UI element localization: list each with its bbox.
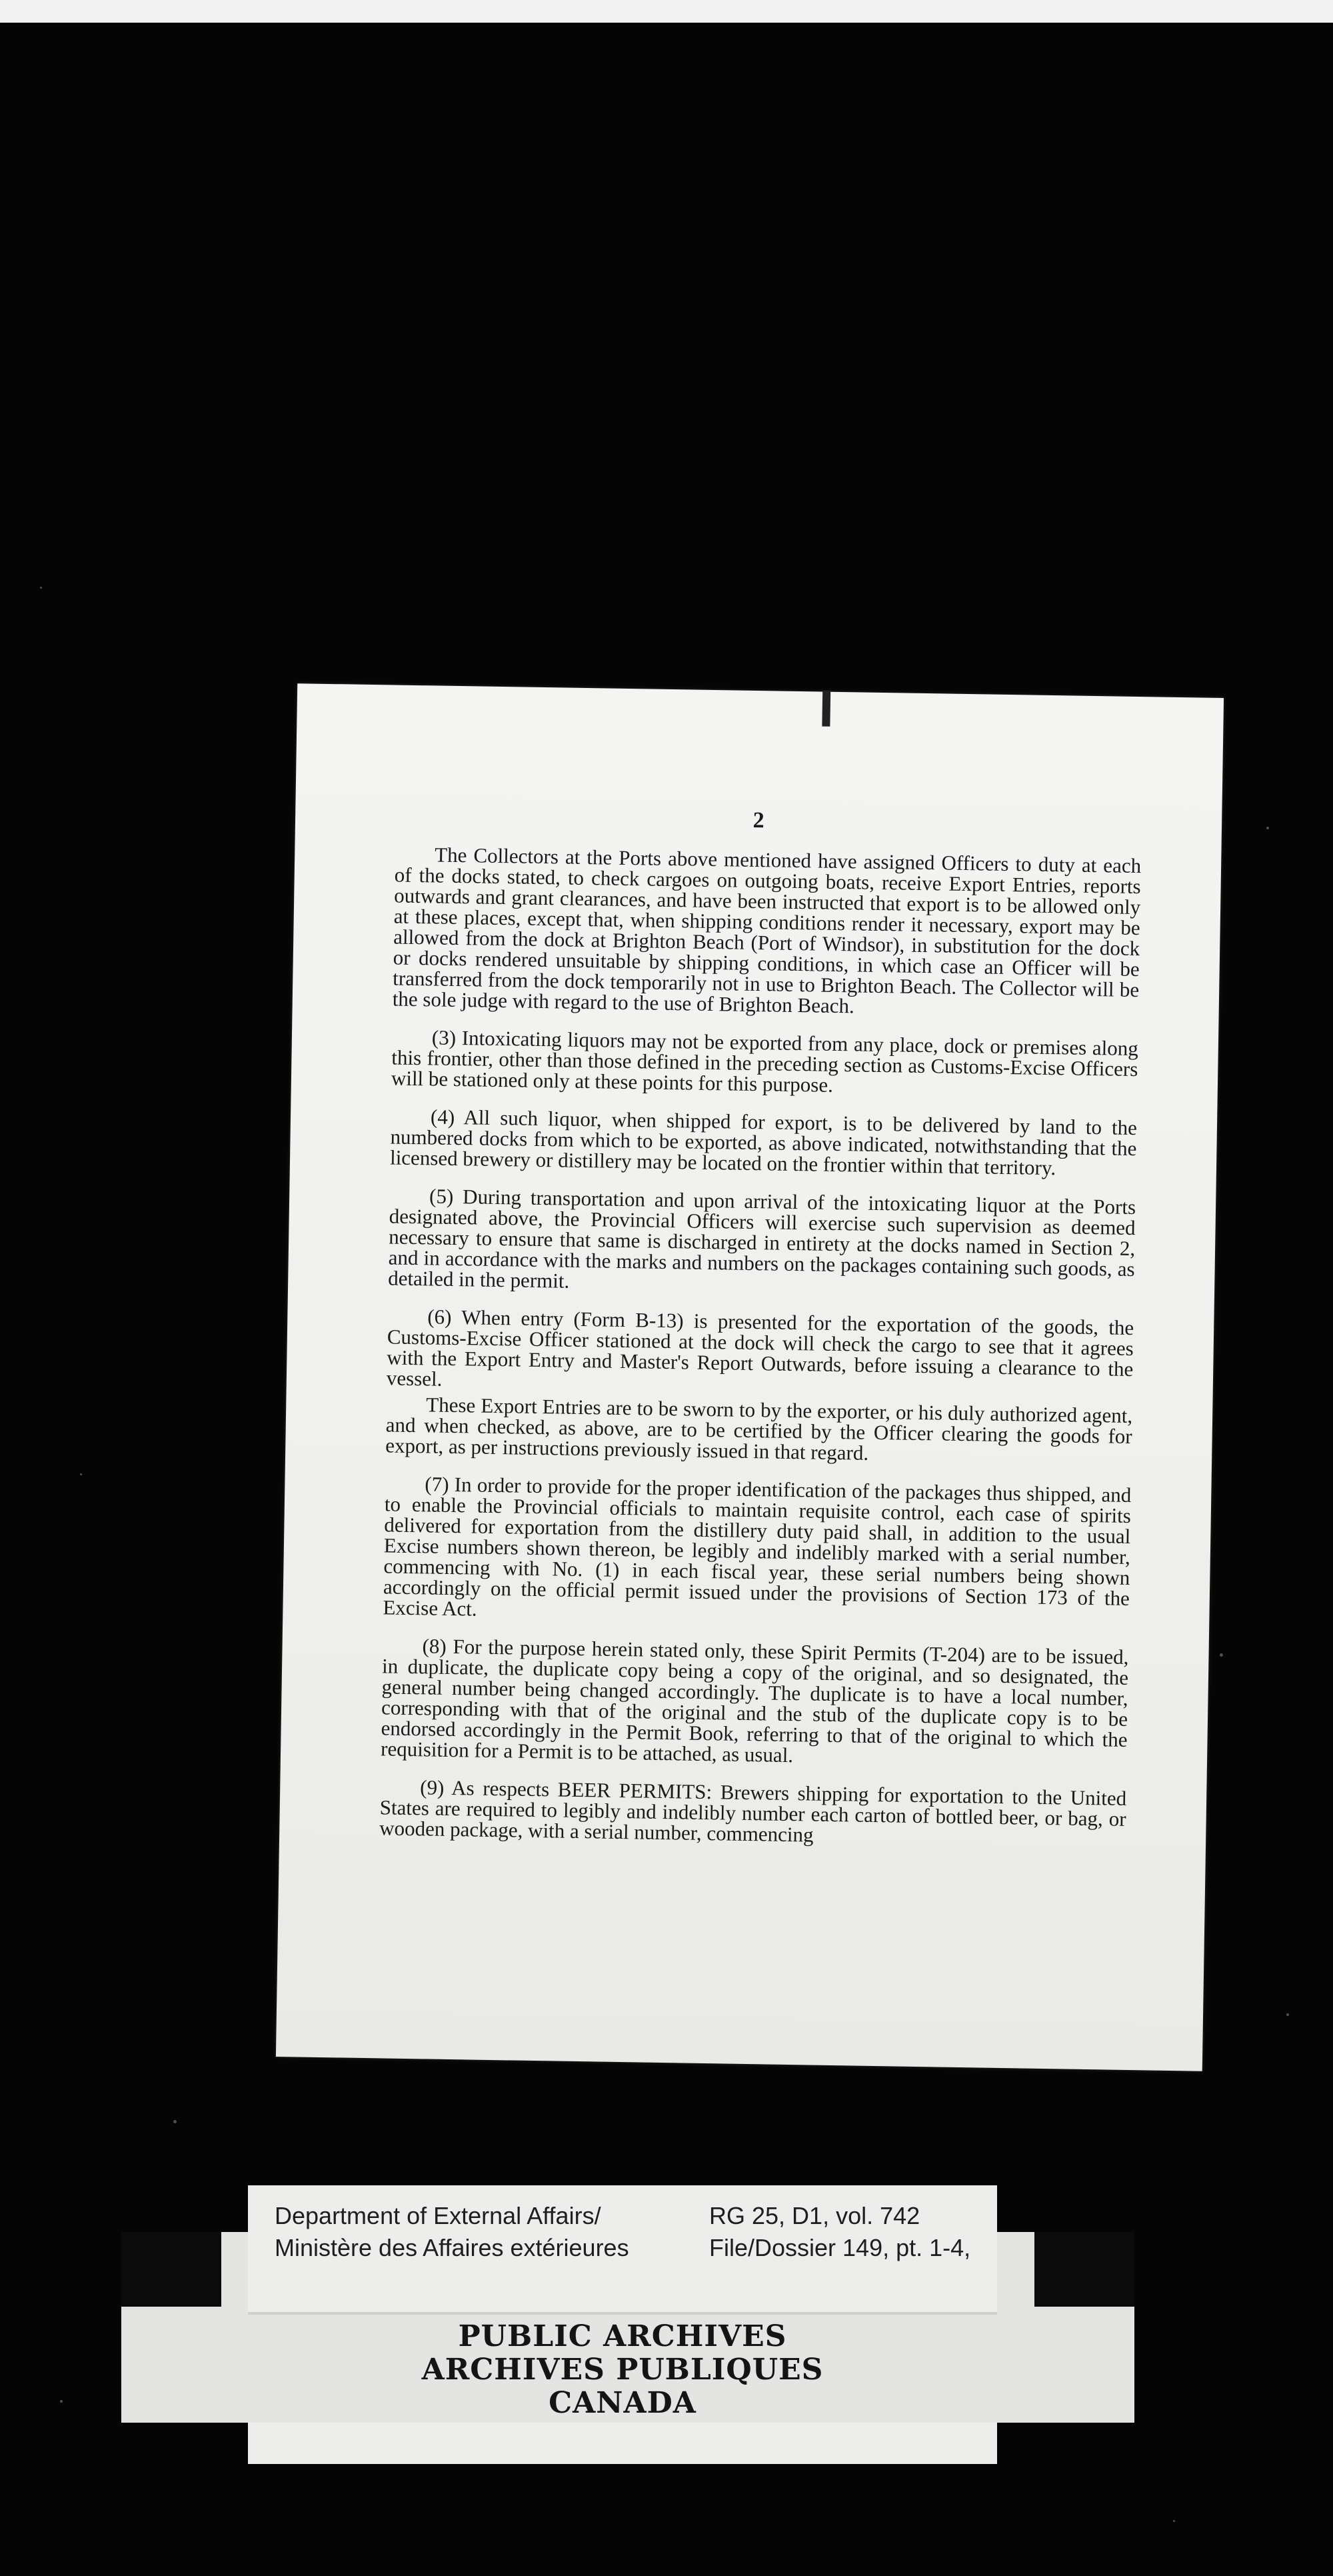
- paragraph-export-entries: These Export Entries are to be sworn to by the exporter, or his duly authorized agent, and when checked, as above, are to be certified by the Officer clearing the goods for export, as per instructions previously issued in that regard.: [385, 1393, 1133, 1465]
- film-speck: [40, 587, 42, 589]
- record-group-line: RG 25, D1, vol. 742: [709, 2202, 920, 2229]
- film-speck: [60, 2400, 63, 2403]
- archive-card-notch-right: [1034, 2232, 1134, 2307]
- public-archives-stamp: [248, 2320, 997, 2420]
- film-speck: [1266, 827, 1269, 829]
- record-group-reference: [709, 2200, 970, 2264]
- film-speck: [1286, 2013, 1289, 2016]
- department-label: [275, 2200, 629, 2264]
- film-speck: [1173, 2520, 1175, 2522]
- file-dossier-line: File/Dossier 149, pt. 1-4,: [709, 2234, 971, 2261]
- page-body: [379, 844, 1142, 1867]
- page-tab-mark: [822, 691, 830, 727]
- archive-card-divider: [248, 2312, 997, 2315]
- paragraph-4: (4) All such liquor, when shipped for export, is to be delivered by land to the numbered docks from which to be exported, as above indicated, notwithstanding that the licensed brewery or distillery may be located on the frontier within that territory.: [389, 1105, 1138, 1180]
- archive-card-tab: [248, 2423, 997, 2464]
- stamp-line-en: PUBLIC ARCHIVES: [458, 2319, 787, 2353]
- film-speck: [173, 2120, 177, 2123]
- film-speck: [1220, 1653, 1223, 1657]
- page-number: 2: [752, 807, 764, 833]
- film-speck: [80, 1473, 82, 1475]
- department-line-fr: Ministère des Affaires extérieures: [275, 2234, 629, 2261]
- paragraph-collectors: The Collectors at the Ports above mentioned have assigned Officers to duty at each of the docks stated, to check cargoes on outgoing boats, receive Export Entries, reports outwards and grant clearances, and have been instructed that export is to be allowed only at these places, except that, when shipping conditions render it necessary, export may be allowed from the dock at Brighton Beach (Port of Windsor), in substitution for the dock or docks rendered unsuitable by shipping conditions, in which case an Officer will be transferred from the dock temporarily not in use to Brighton Beach. The Collector will be the sole judge with regard to the use of Brighton Beach.: [392, 843, 1142, 1018]
- department-line-en: Department of External Affairs/: [275, 2202, 601, 2229]
- archive-card-notch-left: [121, 2232, 221, 2307]
- stamp-line-fr: ARCHIVES PUBLIQUES: [421, 2353, 824, 2387]
- stamp-line-country: CANADA: [549, 2386, 696, 2420]
- paragraph-5: (5) During transportation and upon arrival of the intoxicating liquor at the Ports designated above, the Provincial Officers will exercise such supervision as deemed necessary to ensure that same is discharged in entirety at the docks named in Section 2, and in accordance with the marks and numbers on the packages containing such goods, as detailed in the permit.: [387, 1184, 1136, 1293]
- document-page: [276, 683, 1224, 2071]
- film-top-strip: [0, 0, 1333, 23]
- paragraph-8: (8) For the purpose herein stated only, these Spirit Permits (T-204) are to be issued, in duplicate, the duplicate copy being a copy of the original, and so designated, the general number being changed accordingly. The duplicate is to have a local number, corresponding with that of the original and the stub of the duplicate copy is to be endorsed accordingly in the Permit Book, referring to that of the original to which the requisition for a Permit is to be attached, as usual.: [380, 1634, 1129, 1767]
- paragraph-7: (7) In order to provide for the proper identification of the packages thus shipped, and to enable the Provincial officials to maintain requisite control, each case of spirits delivered for exportation from the distillery duty paid shall, in addition to the usual Excise numbers shown thereon, be legibly and indelibly marked with a serial number, commencing with No. (1) in each fiscal year, these serial numbers being shown accordingly on the official permit issued under the provisions of Section 173 of the Excise Act.: [383, 1472, 1132, 1621]
- paragraph-9: (9) As respects BEER PERMITS: Brewers shipping for exportation to the United States are required to legibly and indelibly number each carton of bottled beer, or bag, or wooden package, with a serial number, commencing: [379, 1775, 1127, 1847]
- paragraph-3: (3) Intoxicating liquors may not be exported from any place, dock or premises along this frontier, other than those defined in the preceding section as Customs-Excise Officers will be stationed only at these points for this purpose.: [391, 1025, 1139, 1097]
- paragraph-6: (6) When entry (Form B-13) is presented for the exportation of the goods, the Customs-Excise Officer stationed at the dock will check the cargo to see that it agrees with the Export Entry and Master's Report Outwards, before issuing a clearance to the vessel.: [386, 1305, 1134, 1391]
